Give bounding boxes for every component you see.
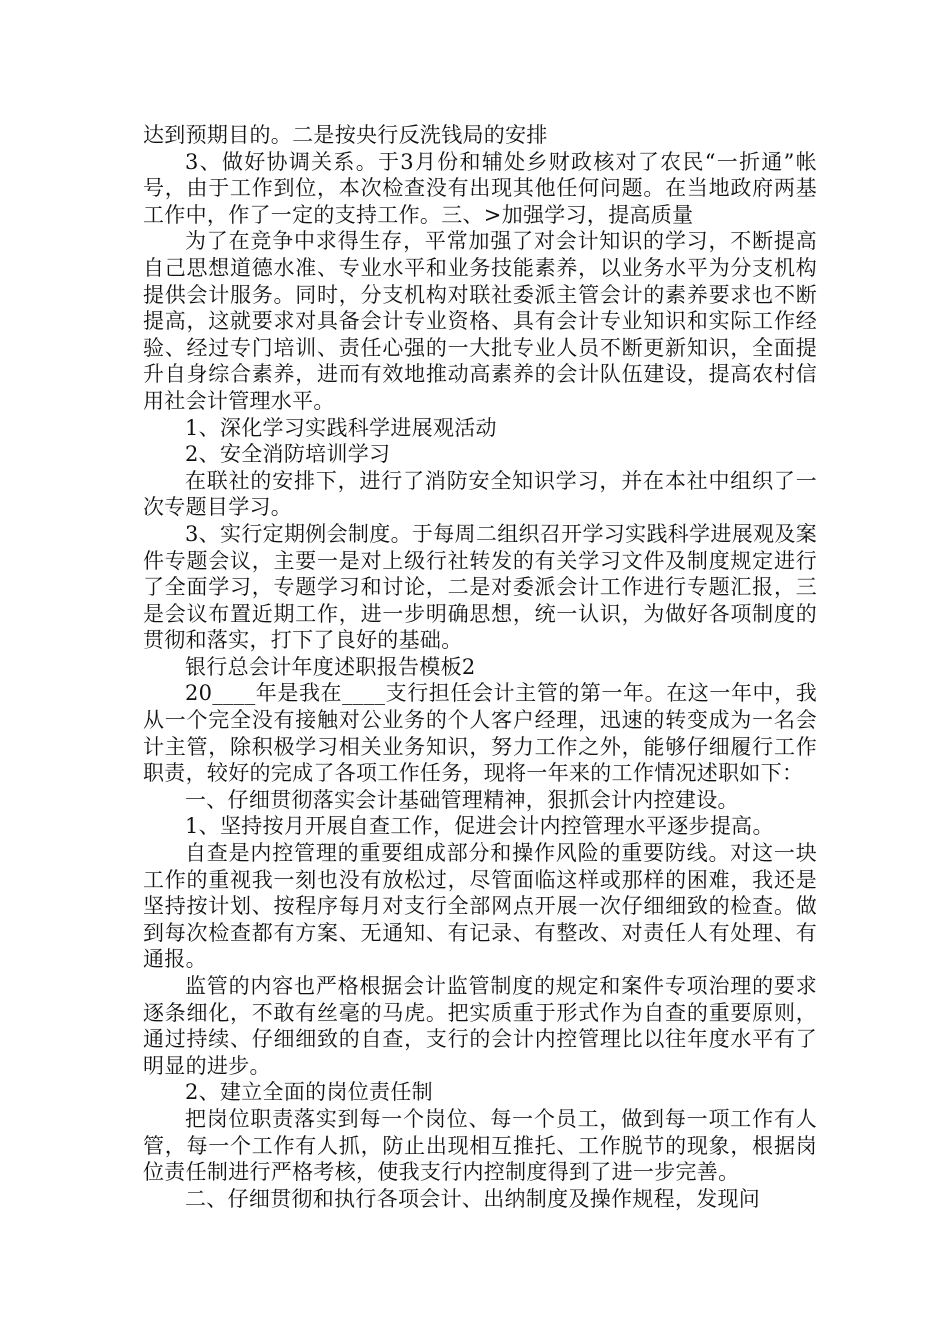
document-body xyxy=(143,122,817,1212)
paragraph: 为了在竞争中求得生存，平常加强了对会计知识的学习，不断提高自己思想道德水准、专业水平和业务技能素养，以业务水平为分支机构提供会计服务。同时，分支机构对联社委派主管会计的素养要求也不断提高，这就要求对具备会计专业资格、具有会计专业知识和实际工作经验、经过专门培训、责任心强的一大批专业人员不断更新知识，全面提升自身综合素养，进而有效地推动高素养的会计队伍建设，提高农村信用社会计管理水平。 xyxy=(143,229,817,413)
paragraph: 3、做好协调关系。于3月份和辅处乡财政核对了农民“一折通”帐号，由于工作到位，本次检查没有出现其他任何问题。在当地政府两基工作中，作了一定的支持工作。三、>加强学习，提高质量 xyxy=(143,149,817,227)
paragraph: 20____年是我在____支行担任会计主管的第一年。在这一年中，我从一个完全没有接触对公业务的个人客户经理，迅速的转变成为一名会计主管，除积极学习相关业务知识，努力工作之外，能够仔细履行工作职责，较好的完成了各项工作任务，现将一年来的工作情况述职如下： xyxy=(143,681,817,786)
paragraph: 自查是内控管理的重要组成部分和操作风险的重要防线。对这一块工作的重视我一刻也没有放松过，尽管面临这样或那样的困难，我还是坚持按计划、按程序每月对支行全部网点开展一次仔细细致的检查。做到每次检查都有方案、无通知、有记录、有整改、对责任人有处理、有通报。 xyxy=(143,841,817,972)
paragraph: 1、坚持按月开展自查工作，促进会计内控管理水平逐步提高。 xyxy=(185,814,774,839)
section-title: 银行总会计年度述职报告模板2 xyxy=(185,654,476,679)
paragraph: 监管的内容也严格根据会计监管制度的规定和案件专项治理的要求逐条细化，不敢有丝毫的马虎。把实质重于形式作为自查的重要原则，通过持续、仔细细致的自查，支行的会计内控管理比以往年度水平有了明显的进步。 xyxy=(143,974,817,1078)
paragraph: 2、安全消防培训学习 xyxy=(185,442,391,467)
paragraph: 3、实行定期例会制度。于每周二组织召开学习实践科学进展观及案件专题会议，主要一是对上级行社转发的有关学习文件及制度规定进行了全面学习，专题学习和讨论，二是对委派会计工作进行专题汇报，三是会议布置近期工作，进一步明确思想，统一认识，为做好各项制度的贯彻和落实，打下了良好的基础。 xyxy=(143,521,817,653)
paragraph: 一、仔细贯彻落实会计基础管理精神，狠抓会计内控建设。 xyxy=(185,787,739,812)
paragraph: 2、建立全面的岗位责任制 xyxy=(185,1080,433,1105)
paragraph: 二、仔细贯彻和执行各项会计、出纳制度及操作规程，发现问 xyxy=(185,1186,761,1211)
paragraph: 把岗位职责落实到每一个岗位、每一个员工，做到每一项工作有人管，每一个工作有人抓，防止出现相互推托、工作脱节的现象，根据岗位责任制进行严格考核，使我支行内控制度得到了进一步完善。 xyxy=(143,1106,817,1185)
paragraph: 在联社的安排下，进行了消防安全知识学习，并在本社中组织了一次专题目学习。 xyxy=(143,468,817,520)
paragraph: 1、深化学习实践科学进展观活动 xyxy=(185,415,497,440)
paragraph: 达到预期目的。二是按央行反洗钱局的安排 xyxy=(143,123,548,147)
